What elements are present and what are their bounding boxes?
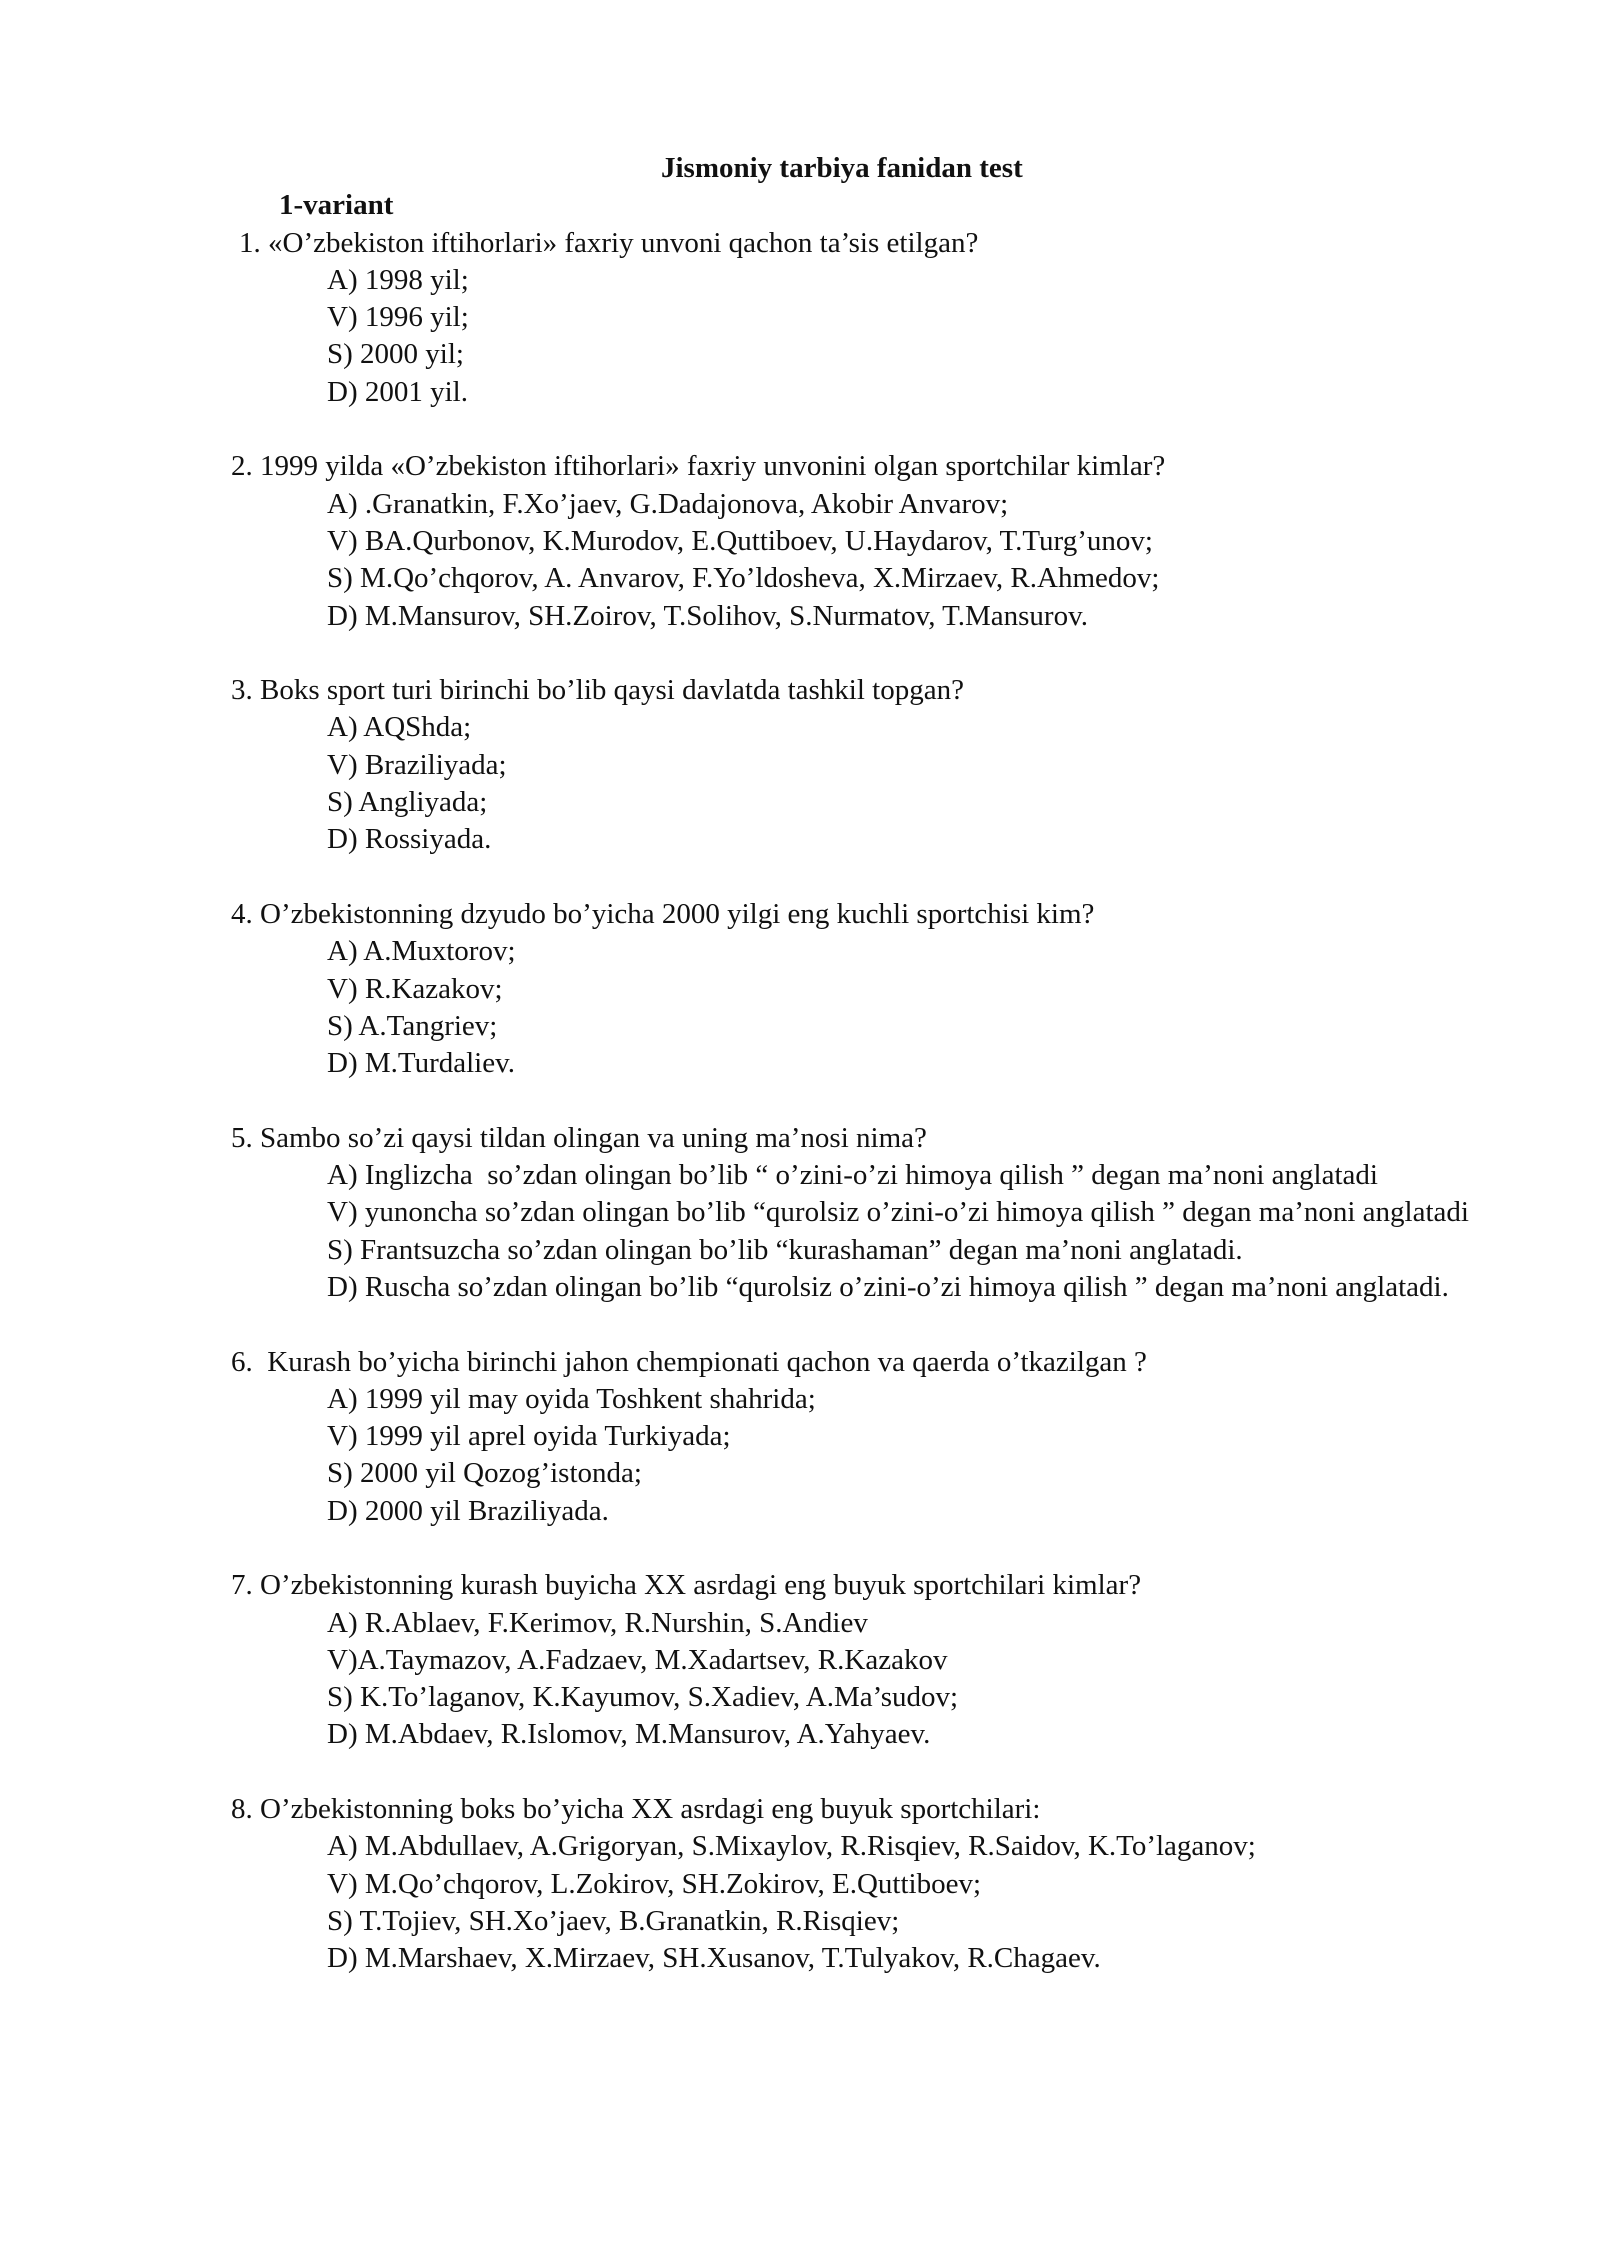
answer-option: A) .Granatkin, F.Xo’jaev, G.Dadajonova, Akobir Anvarov; [327,487,1009,520]
answer-option: D) Rossiyada. [327,823,492,856]
answer-option: A) M.Abdullaev, A.Grigoryan, S.Mixaylov, R.Risqiev, R.Saidov, K.To’laganov; [327,1830,1256,1863]
variant-label: 1-variant [279,189,394,222]
answer-option: V) BA.Qurbonov, K.Murodov, E.Quttiboev, U.Haydarov, T.Turg’unov; [327,524,1153,557]
answer-options [231,709,1481,858]
answer-options [231,486,1481,635]
document-title: Jismoniy tarbiya fanidan test [661,152,1023,184]
answer-options [231,262,1481,411]
answer-options [231,933,1481,1082]
answer-option: A) AQShda; [327,711,472,744]
answer-options [231,1157,1481,1306]
answer-options [231,1381,1481,1530]
question-3 [231,672,1481,858]
question-7 [231,1567,1481,1753]
answer-option: V) R.Kazakov; [327,972,503,1005]
answer-option: S) M.Qo’chqorov, A. Anvarov, F.Yo’ldosheva, X.Mirzaev, R.Ahmedov; [327,562,1160,595]
answer-options [231,1828,1481,1977]
answer-option: A) Inglizcha so’zdan olingan bo’lib “ o’zini-o’zi himoya qilish ” degan ma’noni anglatadi [327,1159,1378,1192]
question-8 [231,1791,1481,1977]
answer-option: S) 2000 yil Qozog’istonda; [327,1457,642,1490]
question-text: 8. O’zbekistonning boks bo’yicha XX asrdagi eng buyuk sportchilari: [231,1793,1041,1826]
answer-option: V) 1996 yil; [327,301,469,334]
answer-option: S) Frantsuzcha so’zdan olingan bo’lib “kurashaman” degan ma’noni anglatadi. [327,1233,1243,1266]
answer-option: V) 1999 yil aprel oyida Turkiyada; [327,1420,731,1453]
answer-option: A) 1998 yil; [327,263,469,296]
answer-option: D) M.Mansurov, SH.Zoirov, T.Solihov, S.Nurmatov, T.Mansurov. [327,599,1088,632]
answer-option: S) A.Tangriev; [327,1009,498,1042]
question-text: 4. O’zbekistonning dzyudo bo’yicha 2000 yilgi eng kuchli sportchisi kim? [231,897,1095,930]
answer-option: S) T.Tojiev, SH.Xo’jaev, B.Granatkin, R.Risqiev; [327,1904,900,1937]
test-document [231,150,1481,1978]
answer-options [231,1605,1481,1754]
answer-option: V) Braziliyada; [327,748,507,781]
question-list [231,225,1481,1978]
question-4 [231,896,1481,1082]
answer-option: S) 2000 yil; [327,338,464,371]
answer-option: D) M.Abdaev, R.Islomov, M.Mansurov, A.Yahyaev. [327,1718,931,1751]
question-text: 2. 1999 yilda «O’zbekiston iftihorlari» faxriy unvonini olgan sportchilar kimlar? [231,450,1166,483]
answer-option: S) K.To’laganov, K.Kayumov, S.Xadiev, A.Ma’sudov; [327,1681,959,1714]
answer-option: A) R.Ablaev, F.Kerimov, R.Nurshin, S.Andiev [327,1606,868,1639]
question-text: 7. O’zbekistonning kurash buyicha XX asrdagi eng buyuk sportchilari kimlar? [231,1569,1142,1602]
question-text: 6. Kurash bo’yicha birinchi jahon chempionati qachon va qaerda o’tkazilgan ? [231,1345,1147,1378]
answer-option: S) Angliyada; [327,786,488,819]
answer-option: V) yunoncha so’zdan olingan bo’lib “qurolsiz o’zini-o’zi himoya qilish ” degan ma’noni anglatadi [327,1196,1469,1229]
answer-option: D) M.Turdaliev. [327,1047,515,1080]
answer-option: D) 2000 yil Braziliyada. [327,1494,609,1527]
answer-option: A) 1999 yil may oyida Toshkent shahrida; [327,1382,816,1415]
answer-option: D) 2001 yil. [327,375,468,408]
answer-option: V) M.Qo’chqorov, L.Zokirov, SH.Zokirov, E.Quttiboev; [327,1867,982,1900]
question-6 [231,1344,1481,1530]
question-2 [231,448,1481,634]
answer-option: V)A.Taymazov, A.Fadzaev, M.Xadartsev, R.Kazakov [327,1643,948,1676]
question-text: 1. «O’zbekiston iftihorlari» faxriy unvoni qachon ta’sis etilgan? [239,226,979,259]
answer-option: D) Ruscha so’zdan olingan bo’lib “qurolsiz o’zini-o’zi himoya qilish ” degan ma’noni anglatadi. [327,1270,1449,1303]
question-text: 3. Boks sport turi birinchi bo’lib qaysi davlatda tashkil topgan? [231,674,964,707]
question-5 [231,1120,1481,1306]
question-text: 5. Sambo so’zi qaysi tildan olingan va uning ma’nosi nima? [231,1121,927,1154]
question-1 [231,225,1481,411]
answer-option: A) A.Muxtorov; [327,935,516,968]
answer-option: D) M.Marshaev, X.Mirzaev, SH.Xusanov, T.Tulyakov, R.Chagaev. [327,1942,1101,1975]
